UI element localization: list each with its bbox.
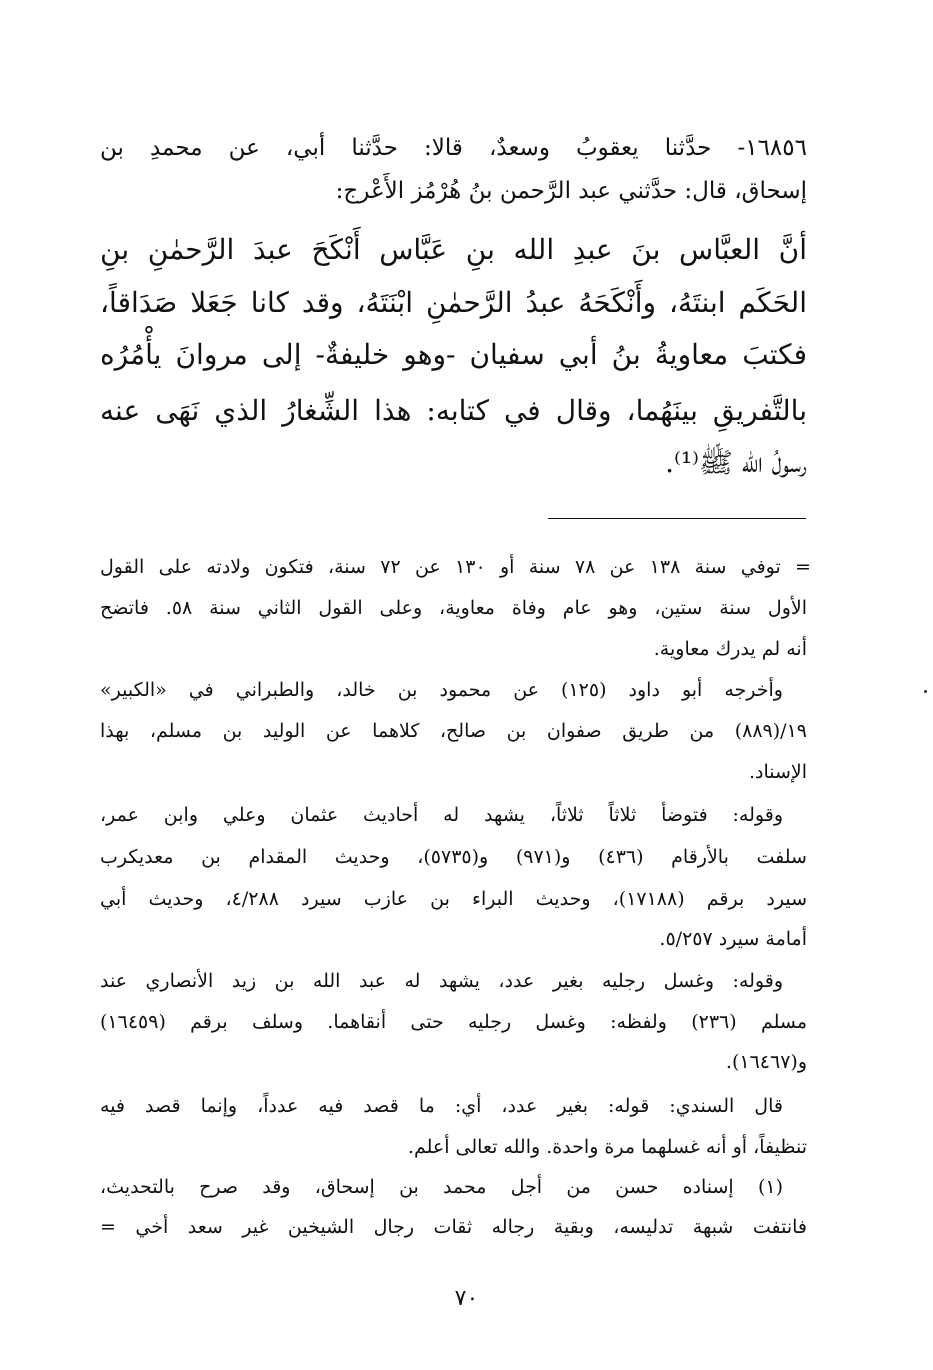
footnote-line: وقوله: وغسل رجليه بغير عدد، يشهد له عبد الله بن زيد الأنصاري عند bbox=[100, 970, 783, 992]
scan-speck bbox=[924, 690, 927, 693]
footnote-line: سيرد برقم (١٧١٨٨)، وحديث البراء بن عازب سيرد ٤/٢٨٨، وحديث أبي bbox=[100, 888, 808, 910]
footnote-line: تنظيفاً، أو أنه غسلهما مرة واحدة. والله تعالى أعلم. bbox=[407, 1136, 807, 1158]
page-number: ٧٠ bbox=[454, 1286, 479, 1311]
hadith-matn-line: بالتَّفريقِ بينَهُما، وقال في كتابه: هذا الشِّغارُ الذي نَهَى عنه bbox=[100, 394, 807, 427]
hadith-matn-line: الحَكَم ابنتَهُ، وأَنْكَحَهُ عبدُ الرَّحمٰنِ ابْنَتَهُ، وقد كانا جَعَلا صَدَاقاً، bbox=[100, 286, 807, 319]
hadith-matn-line: رسولُ الله ﷺ⁽¹⁾. bbox=[665, 446, 807, 479]
footnote-separator bbox=[548, 518, 806, 519]
footnote-line: مسلم (٢٣٦) ولفظه: وغسل رجليه حتى أنقاهما. وسلف برقم (١٦٤٥٩) bbox=[100, 1011, 808, 1033]
hadith-isnad-line: إسحاق، قال: حدَّثني عبد الرَّحمن بنُ هُرْمُز الأَعْرج: bbox=[335, 178, 807, 204]
hadith-matn-line: أنَّ العبَّاس بنَ عبدِ الله بنِ عَبَّاس أَنْكَحَ عبدَ الرَّحمٰنِ بنِ bbox=[100, 233, 807, 266]
footnote-line: وأخرجه أبو داود (١٢٥) عن محمود بن خالد، والطبراني في «الكبير» bbox=[100, 679, 783, 701]
footnote-line: سلفت بالأرقام (٤٣٦) و(٩٧١) و(٥٧٣٥)، وحديث المقدام بن معديكرب bbox=[100, 846, 807, 868]
hadith-isnad-line: ١٦٨٥٦- حدَّثنا يعقوبُ وسعدٌ، قالا: حدَّثنا أبي، عن محمدِ بن bbox=[100, 135, 807, 161]
footnote-line: و(١٦٤٦٧). bbox=[725, 1051, 807, 1073]
footnote-line: وقوله: فتوضأ ثلاثاً ثلاثاً، يشهد له أحاديث عثمان وعلي وابن عمر، bbox=[100, 804, 783, 826]
footnote-line: الإسناد. bbox=[748, 761, 807, 783]
footnote-line: قال السندي: قوله: بغير عدد، أي: ما قصد فيه عدداً، وإنما قصد فيه bbox=[100, 1095, 783, 1117]
footnote-line: فانتفت شبهة تدليسه، وبقية رجاله ثقات رجال الشيخين غير سعد أخي = bbox=[100, 1216, 807, 1238]
footnote-line: ١٩/(٨٨٩) من طريق صفوان بن صالح، كلاهما عن الوليد بن مسلم، بهذا bbox=[100, 720, 807, 742]
footnote-line: الأول سنة ستين، وهو عام وفاة معاوية، وعلى القول الثاني سنة ٥٨. فاتضح bbox=[100, 597, 807, 619]
footnote-line: أمامة سيرد ٥/٢٥٧. bbox=[659, 928, 807, 950]
footnote-line: أنه لم يدرك معاوية. bbox=[653, 638, 807, 660]
footnote-line: = توفي سنة ١٣٨ عن ٧٨ سنة أو ١٣٠ عن ٧٢ سنة، فتكون ولادته على القول bbox=[100, 556, 811, 578]
hadith-matn-line: فكتبَ معاويةُ بنُ أبي سفيان -وهو خليفةٌ- إلى مروانَ يأْمُرُه bbox=[100, 338, 807, 371]
footnote-line: (١) إسناده حسن من أجل محمد بن إسحاق، وقد صرح بالتحديث، bbox=[100, 1176, 783, 1198]
